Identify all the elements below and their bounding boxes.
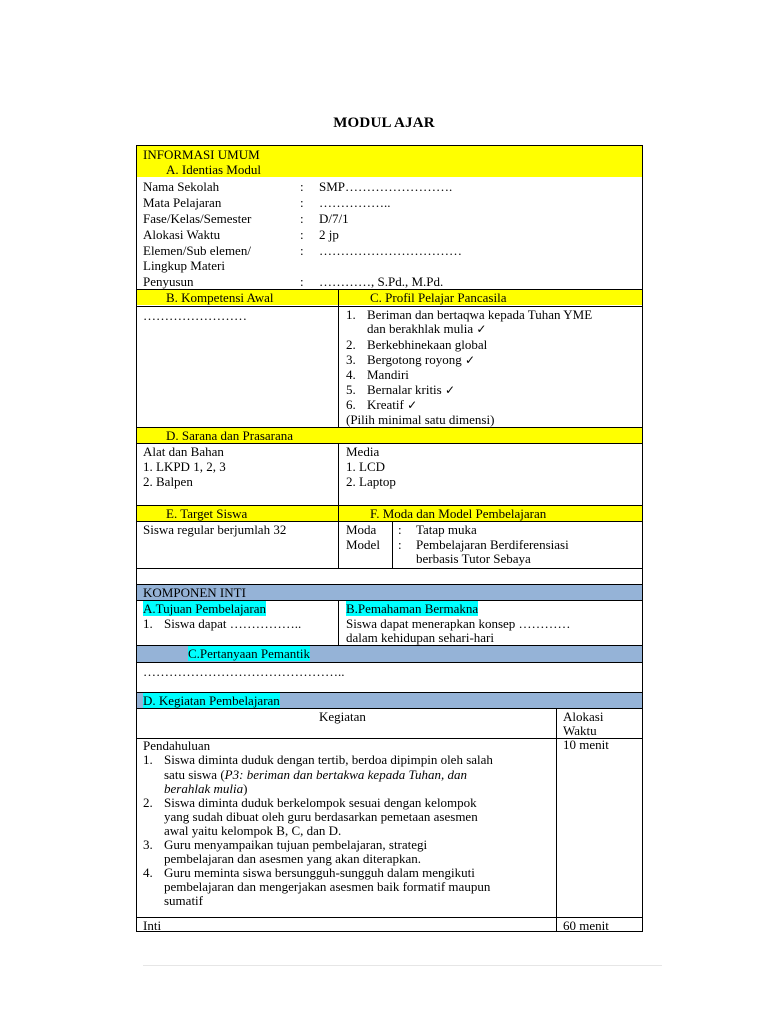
inti-time: 60 menit: [563, 918, 609, 933]
kompetensi-awal-text: ……………………: [143, 308, 247, 323]
kegiatan-step: ): [243, 781, 248, 796]
alat-bahan-title: Alat dan Bahan: [143, 444, 224, 459]
media-title: Media: [346, 444, 380, 459]
check-icon: ✓: [407, 398, 418, 412]
row-label: Penyusun: [143, 274, 194, 289]
row-label: Elemen/Sub elemen/: [143, 243, 251, 258]
kegiatan-step: pembelajaran dan asesmen yang akan diterapkan.: [164, 851, 421, 866]
profil-item: Mandiri: [367, 367, 409, 382]
check-icon: ✓: [476, 322, 487, 336]
kegiatan-step: awal yaitu kelompok B, C, dan D.: [164, 823, 342, 838]
kegiatan-column-header: Kegiatan: [319, 709, 366, 724]
pemahaman-text: Siswa dapat menerapkan konsep …………: [346, 616, 571, 631]
profil-item: Beriman dan bertaqwa kepada Tuhan YME: [367, 307, 593, 322]
list-number: 4.: [346, 367, 356, 382]
media-item: 1. LCD: [346, 459, 385, 474]
model-sep: :: [398, 537, 402, 552]
list-number: 1.: [346, 307, 356, 322]
section-a-header: A. Identias Modul: [166, 162, 261, 177]
kegiatan-step-italic: P3: beriman dan bertakwa kepada Tuhan, dan: [224, 767, 467, 782]
list-number: 5.: [346, 382, 356, 397]
kegiatan-header: D. Kegiatan Pembelajaran: [143, 693, 280, 708]
section-c-header: C. Profil Pelajar Pancasila: [370, 290, 507, 305]
list-number: 3.: [143, 837, 153, 852]
row-sep: :: [300, 227, 304, 242]
tujuan-text: Siswa dapat ……………..: [164, 616, 302, 631]
profil-note: (Pilih minimal satu dimensi): [346, 412, 495, 427]
list-number: 2.: [143, 795, 153, 810]
list-number: 4.: [143, 865, 153, 880]
pemahaman-header: B.Pemahaman Bermakna: [346, 601, 479, 616]
profil-item: Bernalar kritis: [367, 382, 442, 397]
section-e-header: E. Target Siswa: [166, 506, 248, 521]
moda-label: Moda: [346, 522, 377, 537]
media-item: 2. Laptop: [346, 474, 396, 489]
pendahuluan-time: 10 menit: [563, 737, 609, 752]
document-title: MODUL AJAR: [333, 115, 435, 131]
kegiatan-step: sumatif: [164, 893, 203, 908]
kegiatan-step: satu siswa (: [164, 767, 225, 782]
pertanyaan-header: C.Pertanyaan Pemantik: [188, 646, 311, 661]
row-value: D/7/1: [319, 211, 349, 226]
kegiatan-step: Guru menyampaikan tujuan pembelajaran, strategi: [164, 837, 428, 852]
section-d-header: D. Sarana dan Prasarana: [166, 428, 294, 443]
row-value: ……………..: [319, 195, 391, 210]
list-number: 6.: [346, 397, 356, 412]
row-value: SMP…………………….: [319, 179, 453, 194]
divider: [137, 568, 642, 569]
model-value-2: berbasis Tutor Sebaya: [416, 551, 531, 566]
alokasi-column-header: Alokasi: [563, 709, 604, 724]
alat-bahan-item: 2. Balpen: [143, 474, 193, 489]
alat-bahan-item: 1. LKPD 1, 2, 3: [143, 459, 226, 474]
kegiatan-step: Siswa diminta duduk berkelompok sesuai dengan kelompok: [164, 795, 477, 810]
list-number: 3.: [346, 352, 356, 367]
list-number: 1.: [143, 752, 153, 767]
page-footer-rule: [143, 965, 662, 966]
list-number: 2.: [346, 337, 356, 352]
column-divider: [338, 506, 339, 568]
profil-item-2: dan berakhlak mulia: [367, 321, 474, 336]
moda-sep: :: [398, 522, 402, 537]
column-divider: [392, 522, 393, 568]
informasi-umum-header: INFORMASI UMUM: [143, 147, 260, 162]
divider: [137, 662, 642, 663]
column-divider: [338, 444, 339, 505]
row-label: Nama Sekolah: [143, 179, 220, 194]
kegiatan-step-italic: berahlak mulia: [164, 781, 244, 796]
inti-title: Inti: [143, 918, 162, 933]
pendahuluan-title: Pendahuluan: [143, 738, 211, 753]
row-label: Fase/Kelas/Semester: [143, 211, 252, 226]
model-value: Pembelajaran Berdiferensiasi: [416, 537, 569, 552]
row-sep: :: [300, 211, 304, 226]
pertanyaan-text: ………………………………………..: [143, 664, 345, 679]
row-label: Alokasi Waktu: [143, 227, 221, 242]
column-divider: [338, 601, 339, 645]
profil-item: Berkebhinekaan global: [367, 337, 488, 352]
row-value: 2 jp: [319, 227, 339, 242]
model-label: Model: [346, 537, 380, 552]
row-sep: :: [300, 179, 304, 194]
modul-table: [136, 145, 643, 932]
row-label-2: Lingkup Materi: [143, 258, 225, 273]
check-icon: ✓: [444, 383, 456, 397]
moda-value: Tatap muka: [416, 522, 477, 537]
section-f-header: F. Moda dan Model Pembelajaran: [370, 506, 547, 521]
section-b-header: B. Kompetensi Awal: [166, 290, 274, 305]
kegiatan-step: yang sudah dibuat oleh guru berdasarkan pemetaan asesmen: [164, 809, 478, 824]
komponen-inti-header: KOMPONEN INTI: [143, 585, 246, 600]
alokasi-column-header-2: Waktu: [563, 723, 597, 738]
list-number: 1.: [143, 616, 153, 631]
row-value: ……………………………: [319, 243, 462, 258]
target-siswa-text: Siswa regular berjumlah 32: [143, 522, 287, 537]
column-divider: [338, 290, 339, 427]
row-sep: :: [300, 243, 304, 258]
kegiatan-step: pembelajaran dan mengerjakan asesmen baik formatif maupun: [164, 879, 491, 894]
row-label: Mata Pelajaran: [143, 195, 222, 210]
kegiatan-step: Guru meminta siswa bersungguh-sungguh dalam mengikuti: [164, 865, 475, 880]
pemahaman-text-2: dalam kehidupan sehari-hari: [346, 630, 494, 645]
column-divider: [556, 709, 557, 931]
row-sep: :: [300, 195, 304, 210]
row-value: …………, S.Pd., M.Pd.: [319, 274, 444, 289]
tujuan-header: A.Tujuan Pembelajaran: [143, 601, 266, 616]
check-icon: ✓: [464, 353, 476, 367]
profil-item: Kreatif: [367, 397, 404, 412]
profil-item: Bergotong royong: [367, 352, 462, 367]
kegiatan-step: Siswa diminta duduk dengan tertib, berdoa dipimpin oleh salah: [164, 752, 493, 767]
row-sep: :: [300, 274, 304, 289]
